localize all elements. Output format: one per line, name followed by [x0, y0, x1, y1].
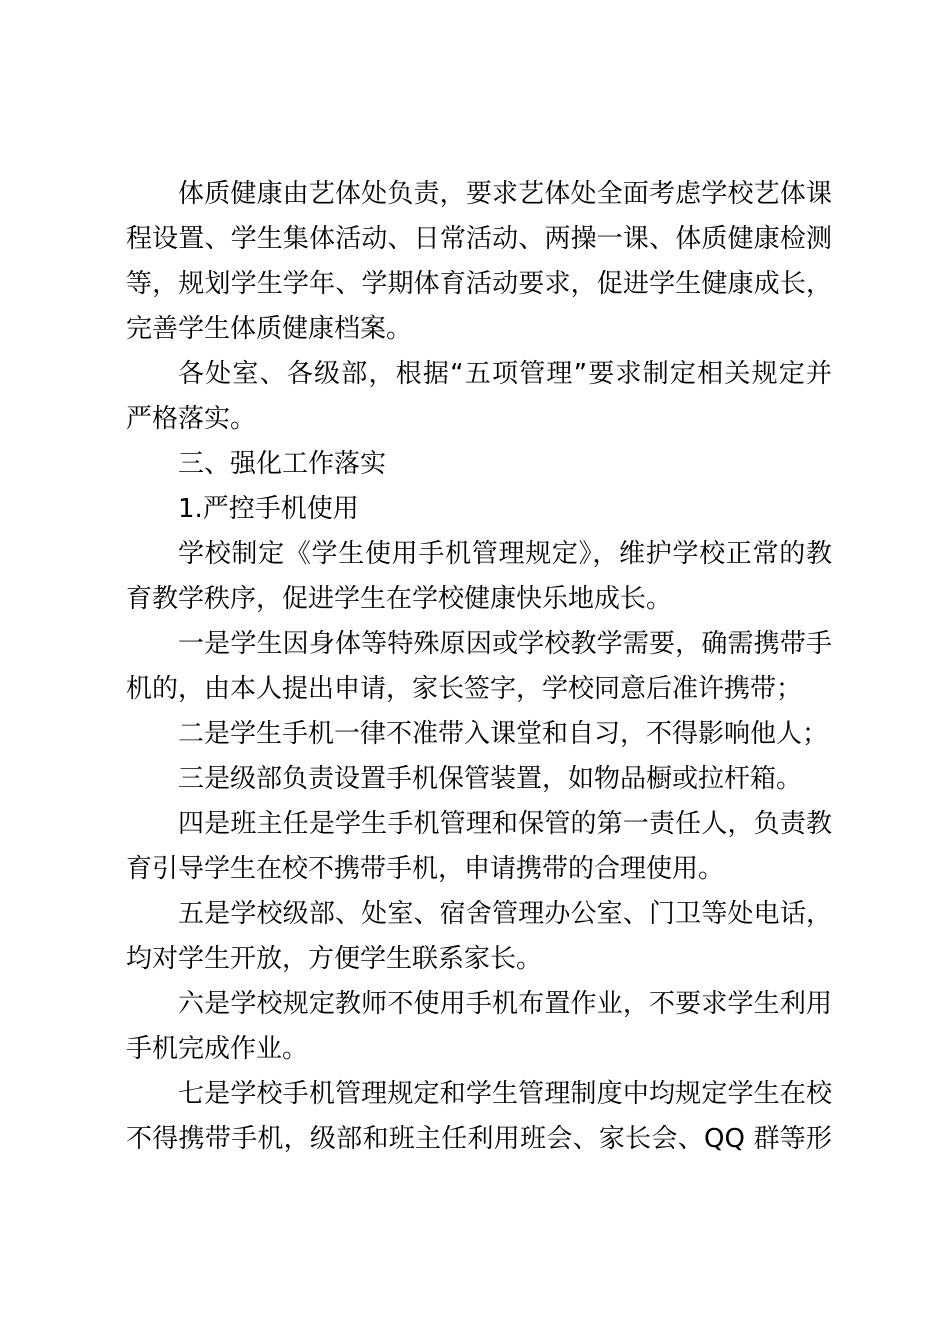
paragraph-phone-rules: [126, 532, 832, 622]
text-line: 七是学校手机管理规定和学生管理制度中均规定学生在校: [178, 1079, 832, 1109]
text-line: 各处室、各级部，根据“五项管理”要求制定相关规定并: [178, 359, 832, 389]
text-line: 五是学校级部、处室、宿舍管理办公室、门卫等处电话，: [178, 899, 832, 929]
text-line: 不得携带手机，级部和班主任利用班会、家长会、QQ 群等形: [126, 1124, 832, 1154]
paragraph-item-7: [126, 1072, 832, 1162]
text-line: 四是班主任是学生手机管理和保管的第一责任人，负责教: [178, 809, 832, 839]
text-line: 学校制定《学生使用手机管理规定》，维护学校正常的教: [178, 539, 832, 569]
paragraph-physical-health: [126, 172, 832, 352]
document-body: [126, 172, 832, 1162]
paragraph-item-3: [126, 757, 832, 802]
text-line: 一是学生因身体等特殊原因或学校教学需要，确需携带手: [178, 629, 832, 659]
section-heading: [126, 442, 832, 487]
text-line: 程设置、学生集体活动、日常活动、两操一课、体质健康检测: [126, 224, 832, 254]
text-line: 均对学生开放，方便学生联系家长。: [126, 944, 543, 974]
text-line: 育引导学生在校不携带手机，申请携带的合理使用。: [126, 854, 725, 884]
paragraph-item-6: [126, 982, 832, 1072]
paragraph-item-1: [126, 622, 832, 712]
text-line: 六是学校规定教师不使用手机布置作业，不要求学生利用: [178, 989, 832, 1019]
text-line: 育教学秩序，促进学生在学校健康快乐地成长。: [126, 584, 673, 614]
paragraph-item-2: [126, 712, 832, 757]
paragraph-item-5: [126, 892, 832, 982]
text-line: 完善学生体质健康档案。: [126, 314, 413, 344]
heading-line: 三、强化工作落实: [178, 449, 387, 479]
text-line: 二是学生手机一律不准带入课堂和自习，不得影响他人；: [178, 719, 829, 749]
heading-line: 1.严控手机使用: [178, 494, 359, 524]
text-line: 严格落实。: [126, 404, 257, 434]
paragraph-departments: [126, 352, 832, 442]
text-line: 等，规划学生学年、学期体育活动要求，促进学生健康成长，: [126, 269, 832, 299]
text-line: 手机完成作业。: [126, 1034, 309, 1064]
paragraph-item-4: [126, 802, 832, 892]
subsection-heading: [126, 487, 832, 532]
text-line: 机的，由本人提出申请，家长签字，学校同意后准许携带；: [126, 674, 803, 704]
text-line: 体质健康由艺体处负责，要求艺体处全面考虑学校艺体课: [178, 179, 832, 209]
text-line: 三是级部负责设置手机保管装置，如物品橱或拉杆箱。: [178, 764, 803, 794]
